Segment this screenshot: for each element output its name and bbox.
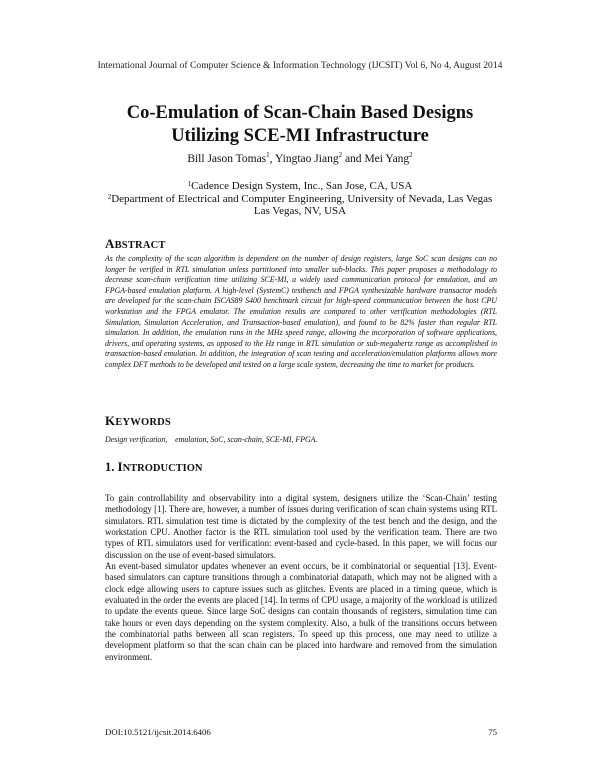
title-line-2: Utilizing SCE-MI Infrastructure — [171, 126, 429, 146]
abstract-heading-rest: BSTRACT — [114, 240, 166, 251]
affiliation-1 — [0, 180, 600, 193]
abstract-text: As the complexity of the scan algorithm is dependent on the number of design registers, large SoC scan designs can no longer be verified in RTL simulation unless partitioned into smaller sub-blocks. This paper proposes a methodology to decrease scan-chain verification time utilizing SCE-MI, a widely used communication protocol for emulation, and an FPGA-based emulation platform. A high-level (SystemC) testbench and FPGA synthesizable hardware transactor models are developed for the scan-chain ISCAS89 S400 benchmark circuit for high-speed communication between the host CPU workstation and the FPGA emulator. The emulation results are compared to other verification methodologies (RTL Simulation, Simulation Acceleration, and Transaction-based emulation), and found to be 82% faster than regular RTL simulation. In addition, the emulation runs in the MHz speed range, allowing the incorporation of software applications, drivers, and operating systems, as opposed to the Hz range in RTL simulation or sub-megahertz range as accomplished in transaction-based emulation. In addition, the integration of scan testing and acceleration/emulation platforms allows more complex DFT methods to be developed and tested on a large scale system, decreasing the time to market for products. — [105, 254, 497, 369]
affiliation-2-text: Department of Electrical and Computer Engineering, University of Nevada, Las Vegas — [111, 192, 493, 205]
author-1: Bill Jason Tomas — [187, 153, 267, 165]
title-line-1: Co-Emulation of Scan-Chain Based Designs — [126, 103, 474, 123]
introduction-heading — [105, 459, 203, 475]
keywords-heading — [105, 413, 171, 429]
author-2: Yingtao Jiang — [275, 153, 339, 165]
page-number: 75 — [488, 727, 497, 737]
journal-header: International Journal of Computer Science & Information Technology (IJCSIT) Vol 6, No 4, August 2014 — [97, 60, 503, 71]
introduction-body — [105, 493, 497, 663]
paragraph: An event-based simulator updates whenever an event occurs, be it combinatorial or sequential [13]. Event-based simulators can capture transitions through a combinatorial datapath, which may not be aligned with a clock edge allowing users to capture issues such as glitches. Events are placed in a timing queue, which is evaluated in the order the events are placed [14]. In terms of CPU usage, a majority of the workload is utilized to update the events queue. Since large SoC designs can contain thousands of registers, simulation time can take hours or even days depending on the system complexity. Also, a bulk of the transitions occurs between the combinatorial paths between all scan registers. To speed up this process, one may need to utilize a development platform so that the scan chain can be placed into hardware and removed from the simulation environment. — [105, 561, 497, 662]
doi-footer: DOI:10.5121/ijcsit.2014.6406 — [105, 727, 211, 737]
affiliation-1-mark: 1 — [187, 180, 192, 188]
section-number: 1. — [105, 460, 118, 474]
keywords-text: Design verification, emulation, SoC, scan-chain, SCE-MI, FPGA. — [105, 435, 318, 444]
abstract-heading-initial: A — [105, 236, 115, 251]
affiliation-2-city: Las Vegas, NV, USA — [253, 205, 347, 217]
paragraph: To gain controllability and observability into a digital system, designers utilize the ‘Scan-Chain’ testing methodology [1]. There are, however, a number of issues during verification of scan chain systems using RTL simulators. RTL simulation test time is dictated by the complexity of the test bench and the design, and the workstation CPU. Another factor is the RTL simulation tool used by the verification team. There are two types of RTL simulators used for verification: event-based and cycle-based. In this paper, we will focus our discussion on the use of event-based simulators. — [105, 493, 497, 560]
author-list — [0, 153, 600, 165]
affiliations — [0, 180, 600, 218]
author-2-affil-mark: 2 — [338, 151, 343, 159]
author-3-affil-mark: 2 — [409, 151, 413, 159]
author-separator: and — [342, 153, 365, 165]
keywords-heading-rest: EYWORDS — [115, 417, 171, 428]
author-1-affil-mark: 1 — [266, 151, 270, 159]
affiliation-1-text: Cadence Design System, Inc., San Jose, CA, USA — [191, 180, 413, 192]
author-3: Mei Yang — [364, 153, 410, 165]
introduction-heading-rest: NTRODUCTION — [122, 463, 203, 474]
author-separator: , — [269, 153, 275, 165]
introduction-heading-initial: I — [117, 459, 123, 474]
affiliation-2 — [0, 193, 600, 206]
affiliation-2-mark: 2 — [107, 192, 112, 201]
keywords-heading-initial: K — [105, 413, 116, 428]
paper-title — [0, 102, 600, 148]
abstract-heading — [105, 236, 166, 252]
